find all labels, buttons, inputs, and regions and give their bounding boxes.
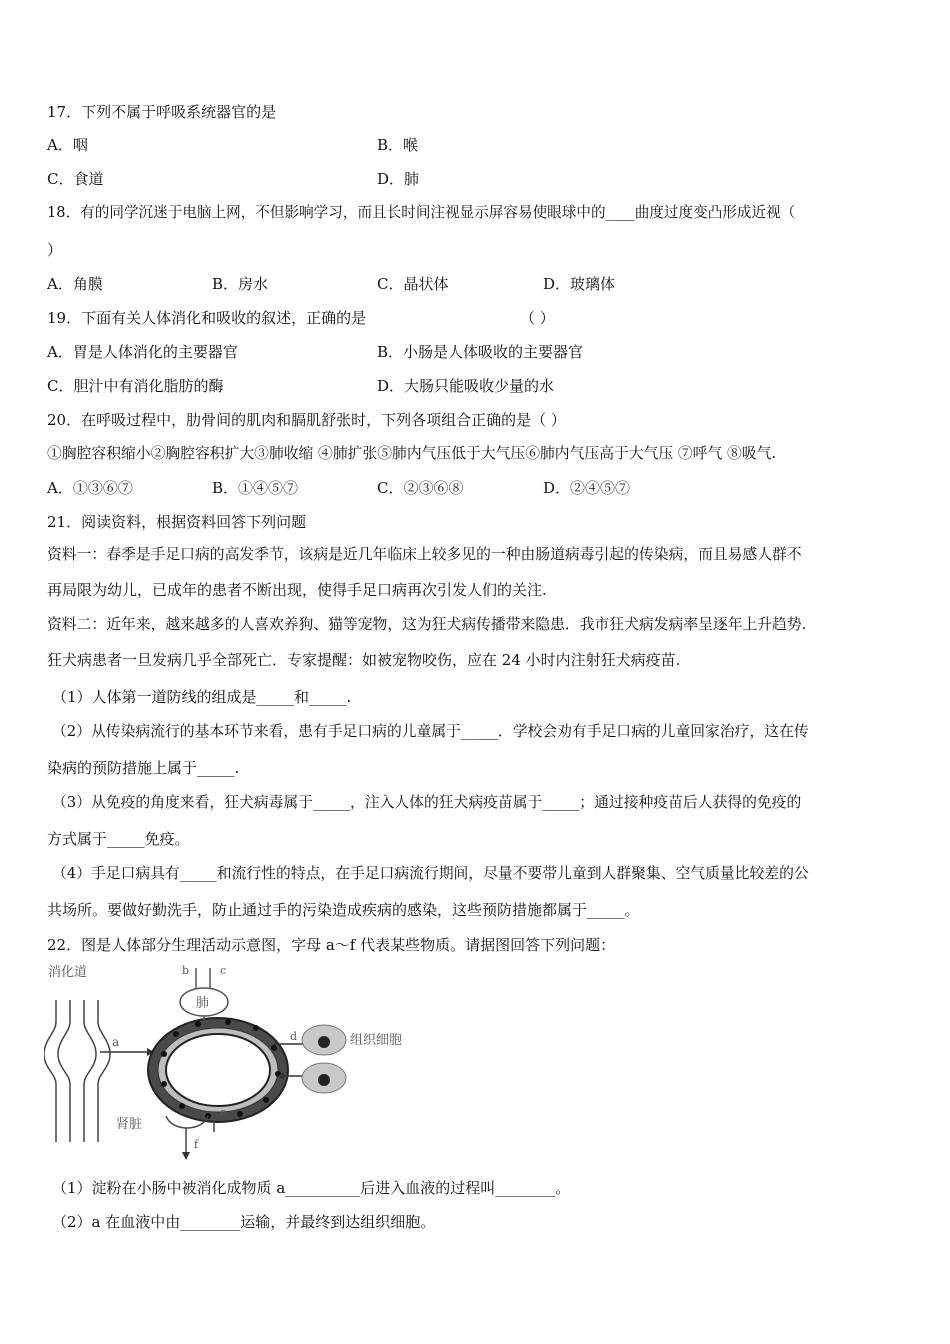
lung-label: 肺 [196, 996, 210, 1011]
q19-option-a: A．胃是人体消化的主要器官 [47, 343, 238, 361]
label-a: a [112, 1035, 120, 1049]
q21-part3-line2: 方式属于_____免疫。 [47, 830, 190, 848]
q20-option-d: D．②④⑤⑦ [543, 479, 631, 497]
q22-stem: 22．图是人体部分生理活动示意图，字母 a～f 代表某些物质。请据图回答下列问题： [47, 936, 616, 954]
q18-option-d: D．玻璃体 [543, 275, 616, 293]
q18-stem-line1: 18．有的同学沉迷于电脑上网，不但影响学习，而且长时间注视显示屏容易使眼球中的____曲度过度变凸形成近视（ [47, 204, 796, 221]
q18-stem-line2: ） [47, 241, 63, 259]
q21-part4-line2: 共场所。要做好勤洗手，防止通过手的污染造成疾病的感染，这些预防措施都属于_____。 [47, 901, 640, 919]
circulation-ring [148, 1018, 288, 1122]
q19-option-c: C．胆汁中有消化脂肪的酶 [47, 377, 224, 395]
q21-material1-line2: 再局限为幼儿，已成年的患者不断出现，使得手足口病再次引发人们的关注. [47, 581, 547, 599]
q19-option-b: B．小肠是人体吸收的主要器官 [377, 343, 584, 361]
q21-material1-line1: 资料一：春季是手足口病的高发季节，该病是近几年临床上较多见的一种由肠道病毒引起的传染病，而且易感人群不 [47, 546, 802, 563]
q19-answer-bracket: （ ） [520, 309, 555, 327]
q19-stem: 19．下面有关人体消化和吸收的叙述，正确的是 [47, 309, 367, 327]
label-d: d [290, 1030, 298, 1043]
q17-option-b: B．喉 [377, 136, 419, 154]
q17-option-c: C．食道 [47, 170, 104, 188]
physiology-diagram [44, 962, 444, 1162]
q20-option-a: A．①③⑥⑦ [47, 479, 133, 497]
q22-part1: （1）淀粉在小肠中被消化成物质 a__________后进入血液的过程叫________。 [52, 1179, 571, 1197]
q20-stem: 20．在呼吸过程中，肋骨间的肌肉和膈肌舒张时，下列各项组合正确的是（ ） [47, 411, 566, 429]
q21-part2-line2: 染病的预防措施上属于_____. [47, 759, 240, 777]
q20-option-b: B．①④⑤⑦ [212, 479, 299, 497]
q22-part2: （2）a 在血液中由________运输，并最终到达组织细胞。 [52, 1213, 436, 1231]
q21-part2-line1: （2）从传染病流行的基本环节来看，患有手足口病的儿童属于_____．学校会劝有手足口病的儿童回家治疗，这在传 [52, 723, 809, 740]
q20-option-c: C．②③⑥⑧ [377, 479, 464, 497]
q18-option-c: C．晶状体 [377, 275, 449, 293]
q17-stem: 17．下列不属于呼吸系统器官的是 [47, 103, 277, 121]
label-b: b [182, 964, 190, 977]
q17-option-a: A．咽 [47, 136, 88, 154]
q18-option-a: A．角膜 [47, 275, 103, 293]
label-f: f [194, 1138, 199, 1151]
q21-material2-line1: 资料二：近年来，越来越多的人喜欢养狗、猫等宠物，这为狂犬病传播带来隐患．我市狂犬病发病率呈逐年上升趋势. [47, 616, 807, 633]
label-e: e [220, 1106, 227, 1119]
tissue-cells-label: 组织细胞 [350, 1033, 403, 1048]
q21-stem: 21．阅读资料，根据资料回答下列问题 [47, 513, 307, 531]
q18-option-b: B．房水 [212, 275, 269, 293]
kidney-label: 肾脏 [116, 1117, 143, 1132]
digestive-tract [44, 1000, 110, 1142]
label-c: c [220, 964, 227, 977]
q20-items: ①胸腔容积缩小②胸腔容积扩大③肺收缩 ④肺扩张⑤肺内气压低于大气压⑥肺内气压高于大气压 ⑦呼气 ⑧吸气. [47, 445, 777, 462]
digestive-tract-label-1: 消化道 [48, 965, 88, 980]
q21-part4-line1: （4）手足口病具有_____和流行性的特点，在手足口病流行期间，尽量不要带儿童到人群聚集、空气质量比较差的公 [52, 865, 809, 882]
q21-part1: （1）人体第一道防线的组成是_____和_____. [52, 688, 352, 706]
q19-option-d: D．大肠只能吸收少量的水 [377, 377, 555, 395]
q21-material2-line2: 狂犬病患者一旦发病几乎全部死亡．专家提醒：如被宠物咬伤，应在 24 小时内注射狂犬病疫苗. [47, 651, 681, 669]
q21-part3-line1: （3）从免疫的角度来看，狂犬病毒属于_____，注入人体的狂犬病疫苗属于_____；通过接种疫苗后人获得的免疫的 [52, 794, 802, 811]
kidney [166, 1112, 214, 1160]
q17-option-d: D．肺 [377, 170, 420, 188]
